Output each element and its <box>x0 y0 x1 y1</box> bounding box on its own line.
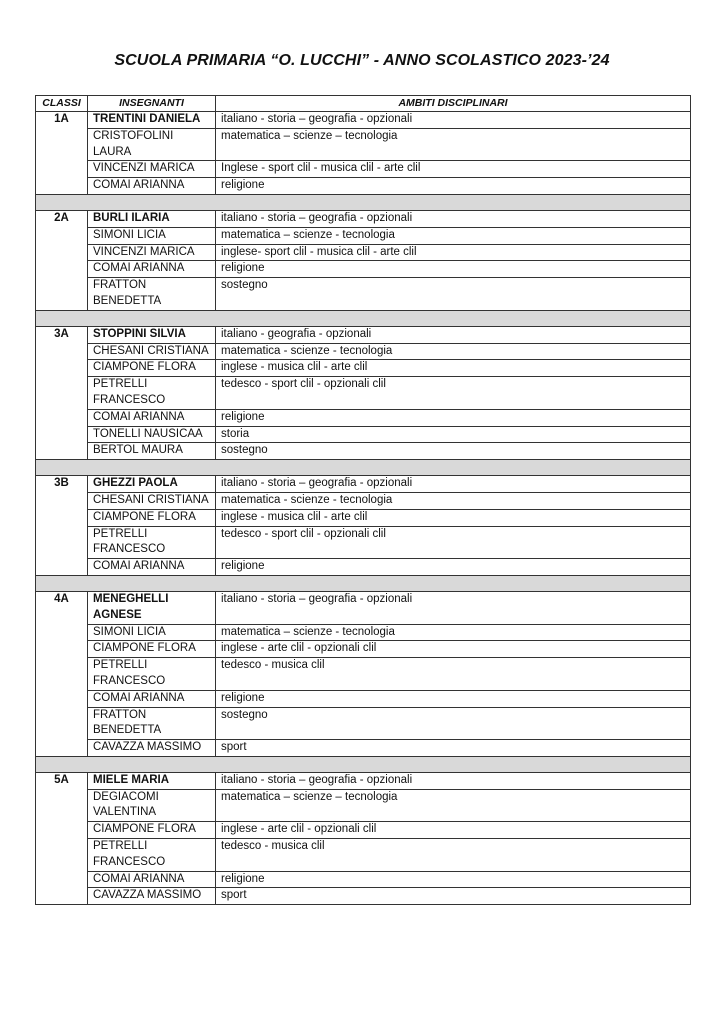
teacher-name: COMAI ARIANNA <box>88 871 216 888</box>
subjects: religione <box>216 690 691 707</box>
subjects: sostegno <box>216 707 691 740</box>
subjects: inglese - musica clil - arte clil <box>216 360 691 377</box>
page-title: SCUOLA PRIMARIA “O. LUCCHI” - ANNO SCOLASTICO 2023-’24 <box>114 52 610 69</box>
table-row <box>36 591 691 624</box>
teacher-name: CRISTOFOLINI LAURA <box>88 128 216 161</box>
subjects: storia <box>216 426 691 443</box>
teacher-name: SIMONI LICIA <box>88 624 216 641</box>
teacher-name: TONELLI NAUSICAA <box>88 426 216 443</box>
table-row <box>36 326 691 343</box>
teacher-name: PETRELLI FRANCESCO <box>88 839 216 872</box>
subjects: tedesco - sport clil - opzionali clil <box>216 377 691 410</box>
teacher-name: FRATTON BENEDETTA <box>88 707 216 740</box>
teacher-name: COMAI ARIANNA <box>88 409 216 426</box>
table-row <box>36 360 691 377</box>
table-row <box>36 443 691 460</box>
table-row <box>36 112 691 129</box>
teacher-name: VINCENZI MARICA <box>88 161 216 178</box>
subjects: religione <box>216 178 691 195</box>
separator-row <box>36 460 691 476</box>
table-row <box>36 210 691 227</box>
class-name: 2A <box>36 210 88 310</box>
table-row <box>36 822 691 839</box>
subjects: sport <box>216 740 691 757</box>
teacher-name: CAVAZZA MASSIMO <box>88 888 216 905</box>
teacher-name: PETRELLI FRANCESCO <box>88 526 216 559</box>
table-row <box>36 772 691 789</box>
table-row <box>36 492 691 509</box>
table-row <box>36 377 691 410</box>
table-row <box>36 261 691 278</box>
separator-row <box>36 194 691 210</box>
header-classi: CLASSI <box>36 96 88 112</box>
teacher-name: COMAI ARIANNA <box>88 261 216 278</box>
table-row <box>36 658 691 691</box>
separator <box>36 460 691 476</box>
teacher-name: CHESANI CRISTIANA <box>88 343 216 360</box>
header-row <box>36 96 691 112</box>
teacher-name: GHEZZI PAOLA <box>88 476 216 493</box>
table-row <box>36 526 691 559</box>
class-name: 5A <box>36 772 88 904</box>
table-row <box>36 128 691 161</box>
subjects: inglese- sport clil - musica clil - arte clil <box>216 244 691 261</box>
subjects: religione <box>216 261 691 278</box>
header-ambiti: AMBITI DISCIPLINARI <box>216 96 691 112</box>
separator-row <box>36 310 691 326</box>
table-row <box>36 409 691 426</box>
table-row <box>36 343 691 360</box>
teachers-table <box>35 95 691 905</box>
table-row <box>36 707 691 740</box>
table-row <box>36 278 691 311</box>
teacher-name: STOPPINI SILVIA <box>88 326 216 343</box>
subjects: inglese - arte clil - opzionali clil <box>216 641 691 658</box>
subjects: matematica – scienze - tecnologia <box>216 624 691 641</box>
subjects: religione <box>216 409 691 426</box>
subjects: italiano - storia – geografia - opzionali <box>216 772 691 789</box>
table-row <box>36 227 691 244</box>
teacher-name: COMAI ARIANNA <box>88 178 216 195</box>
subjects: sostegno <box>216 443 691 460</box>
table-row <box>36 509 691 526</box>
class-name: 4A <box>36 591 88 756</box>
subjects: matematica – scienze – tecnologia <box>216 789 691 822</box>
separator-row <box>36 756 691 772</box>
subjects: matematica - scienze - tecnologia <box>216 343 691 360</box>
separator <box>36 756 691 772</box>
teacher-name: DEGIACOMI VALENTINA <box>88 789 216 822</box>
separator <box>36 194 691 210</box>
table-row <box>36 641 691 658</box>
subjects: italiano - geografia - opzionali <box>216 326 691 343</box>
teacher-name: BERTOL MAURA <box>88 443 216 460</box>
subjects: matematica - scienze - tecnologia <box>216 492 691 509</box>
subjects: tedesco - musica clil <box>216 839 691 872</box>
separator <box>36 310 691 326</box>
teacher-name: CHESANI CRISTIANA <box>88 492 216 509</box>
separator <box>36 575 691 591</box>
separator-row <box>36 575 691 591</box>
table-row <box>36 178 691 195</box>
table-row <box>36 839 691 872</box>
table-row <box>36 624 691 641</box>
class-name: 3A <box>36 326 88 459</box>
class-name: 1A <box>36 112 88 195</box>
subjects: italiano - storia – geografia - opzionali <box>216 476 691 493</box>
subjects: italiano - storia – geografia - opzionali <box>216 112 691 129</box>
teacher-name: CAVAZZA MASSIMO <box>88 740 216 757</box>
subjects: religione <box>216 559 691 576</box>
class-name: 3B <box>36 476 88 576</box>
table-row <box>36 871 691 888</box>
table-row <box>36 244 691 261</box>
table-row <box>36 161 691 178</box>
subjects: italiano - storia – geografia - opzionali <box>216 591 691 624</box>
subjects: matematica – scienze - tecnologia <box>216 227 691 244</box>
teacher-name: PETRELLI FRANCESCO <box>88 377 216 410</box>
subjects: sport <box>216 888 691 905</box>
table-row <box>36 789 691 822</box>
teacher-name: TRENTINI DANIELA <box>88 112 216 129</box>
teacher-name: MENEGHELLI AGNESE <box>88 591 216 624</box>
teacher-name: CIAMPONE FLORA <box>88 360 216 377</box>
teacher-name: VINCENZI MARICA <box>88 244 216 261</box>
teacher-name: MIELE MARIA <box>88 772 216 789</box>
table-row <box>36 888 691 905</box>
subjects: matematica – scienze – tecnologia <box>216 128 691 161</box>
subjects: tedesco - musica clil <box>216 658 691 691</box>
subjects: Inglese - sport clil - musica clil - arte clil <box>216 161 691 178</box>
teacher-name: COMAI ARIANNA <box>88 559 216 576</box>
table-row <box>36 690 691 707</box>
teacher-name: COMAI ARIANNA <box>88 690 216 707</box>
subjects: tedesco - sport clil - opzionali clil <box>216 526 691 559</box>
table-row <box>36 426 691 443</box>
table-row <box>36 740 691 757</box>
subjects: religione <box>216 871 691 888</box>
teacher-name: SIMONI LICIA <box>88 227 216 244</box>
subjects: italiano - storia – geografia - opzionali <box>216 210 691 227</box>
teacher-name: BURLI ILARIA <box>88 210 216 227</box>
teacher-name: CIAMPONE FLORA <box>88 822 216 839</box>
table-row <box>36 559 691 576</box>
subjects: sostegno <box>216 278 691 311</box>
header-insegnanti: INSEGNANTI <box>88 96 216 112</box>
table-row <box>36 476 691 493</box>
teacher-name: CIAMPONE FLORA <box>88 641 216 658</box>
teacher-name: FRATTON BENEDETTA <box>88 278 216 311</box>
teacher-name: PETRELLI FRANCESCO <box>88 658 216 691</box>
teacher-name: CIAMPONE FLORA <box>88 509 216 526</box>
subjects: inglese - musica clil - arte clil <box>216 509 691 526</box>
subjects: inglese - arte clil - opzionali clil <box>216 822 691 839</box>
